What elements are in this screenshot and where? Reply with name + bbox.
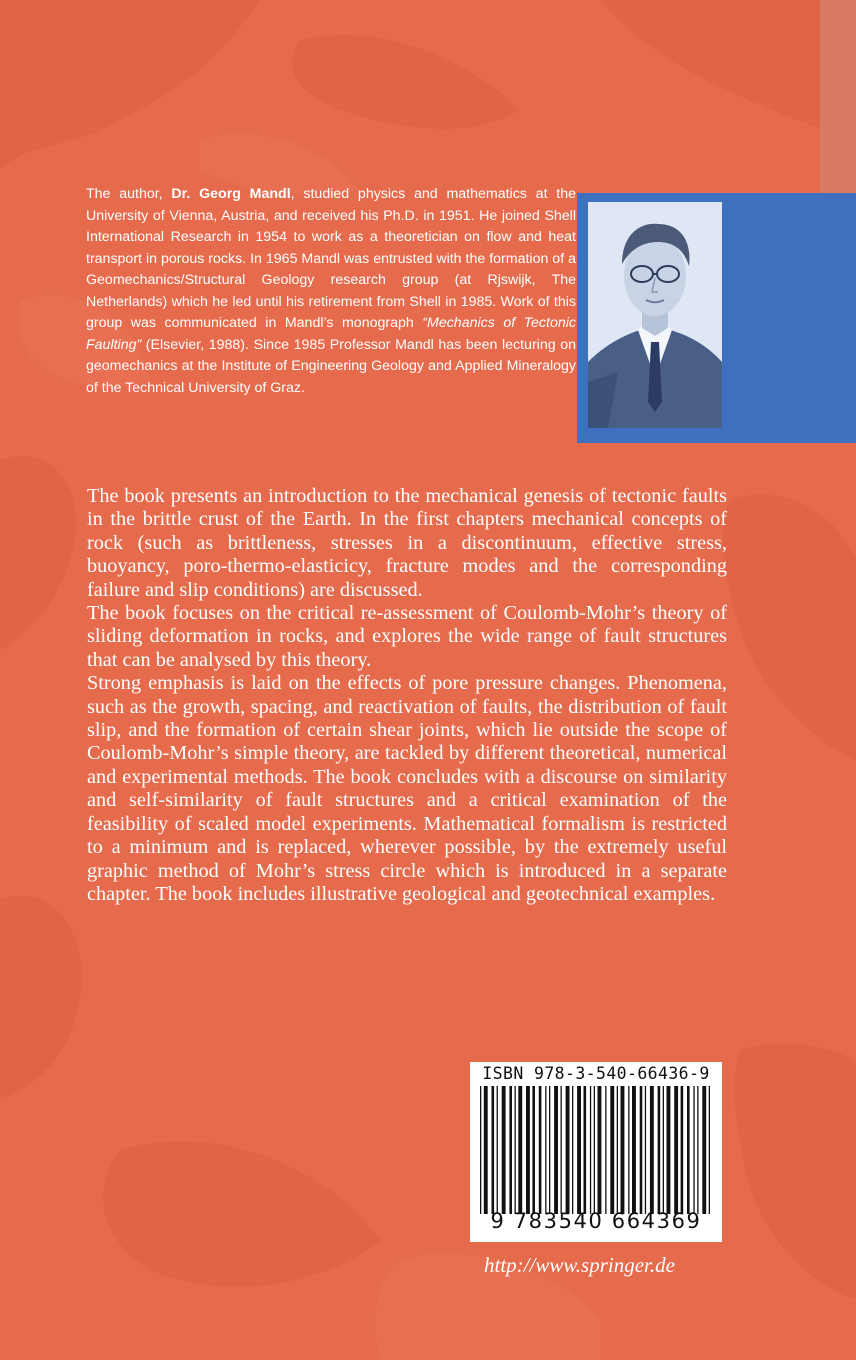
barcode-bar (674, 1086, 678, 1214)
barcode-bar (526, 1086, 530, 1214)
publisher-url[interactable]: http://www.springer.de (484, 1253, 675, 1277)
author-bio-prefix: The author, (86, 186, 172, 202)
barcode-bar (515, 1086, 516, 1214)
barcode-bar (484, 1086, 488, 1214)
barcode-bar (492, 1086, 495, 1214)
author-name: Dr. Georg Mandl (171, 186, 291, 202)
barcode-bar (554, 1086, 558, 1214)
barcode-bar (650, 1086, 654, 1214)
barcode-bar (566, 1086, 570, 1214)
barcode-bar (640, 1086, 643, 1214)
description-paragraph-1: The book presents an introduction to the mechanical genesis of tectonic faults in the brittle crust of the Earth. In the first chapters mechanical concepts of rock (such as brittleness, stresses in a discontinuum, effective stress, buoyancy, poro-thermo-elasticicy, fracture modes and the corresponding failure and slip conditions) are discussed. (87, 485, 727, 601)
author-bio (86, 184, 576, 399)
barcode-bar (518, 1086, 522, 1214)
barcode-bar (590, 1086, 591, 1214)
barcode-bar (645, 1086, 646, 1214)
barcode-bar (709, 1086, 710, 1214)
ean-digits: 9 783540 664369 (490, 1209, 702, 1233)
barcode-bar (681, 1086, 684, 1214)
barcode-bar (693, 1086, 694, 1214)
barcode-bar (539, 1086, 542, 1214)
barcode-bar (584, 1086, 587, 1214)
portrait-image (588, 202, 722, 428)
description-paragraph-2: The book focuses on the critical re-assessment of Coulomb-Mohr’s theory of sliding deformation in rocks, and explores the wide range of fault structures that can be analysed by this theory. (87, 602, 727, 671)
barcode-bar (605, 1086, 606, 1214)
barcode-bar (480, 1086, 481, 1214)
barcode-bar (509, 1086, 512, 1214)
book-description (87, 485, 727, 906)
barcode-bar (502, 1086, 506, 1214)
barcode-bar (594, 1086, 595, 1214)
barcode-bar (497, 1086, 498, 1214)
barcode-bar (628, 1086, 629, 1214)
barcode-bar (549, 1086, 550, 1214)
barcode-bar (561, 1086, 562, 1214)
barcode-bar (572, 1086, 573, 1214)
barcode-bar (545, 1086, 546, 1214)
barcode-bar (667, 1086, 671, 1214)
barcode-bars (480, 1086, 712, 1214)
barcode-bar (598, 1086, 602, 1214)
monograph-title: “Mechanics of Tectonic Faulting” (86, 315, 576, 353)
barcode-bar (687, 1086, 690, 1214)
barcode-bar (532, 1086, 535, 1214)
author-bio-text: , studied physics and mathematics at the University of Vienna, Austria, and received his Ph.D. in 1951. He joined Shell International Research in 1954 to work as a theoretician on flow and heat transport in porous rocks. In 1965 Mandl was entrusted with the formation of a Geomechanics/Structural Geology research group (at Rjswijk, The Netherlands) which he led until his retirement from Shell in 1985. Work of this group was communicated in Mandl’s monograph (86, 186, 577, 331)
author-bio-text-end: (Elsevier, 1988). Since 1985 Professor Mandl has been lecturing on geomechanics at the Institute of Engineering Geology and Applied Mineralogy of the Technical University of Graz. (86, 336, 576, 396)
barcode-bar (702, 1086, 706, 1214)
barcode-bar (577, 1086, 581, 1214)
barcode-bar (697, 1086, 698, 1214)
barcode-bar (621, 1086, 625, 1214)
author-photo (588, 202, 722, 428)
barcode-bar (617, 1086, 618, 1214)
barcode-bar (658, 1086, 661, 1214)
background-sliver (820, 0, 856, 193)
description-paragraph-3: Strong emphasis is laid on the effects of pore pressure changes. Phenomena, such as the growth, spacing, and reactivation of faults, the distribution of fault slip, and the formation of certain shear joints, which lie outside the scope of Coulomb-Mohr’s simple theory, are tackled by different theoretical, numerical and experimental methods. The book concludes with a discourse on similarity and self-similarity of fault structures and a critical examination of the feasibility of scaled model experiments. Mathematical formalism is restricted to a minimum and is replaced, wherever possible, by the extremely useful graphic method of Mohr’s stress circle which is introduced in a separate chapter. The book includes illustrative geological and geotechnical examples. (87, 672, 727, 905)
isbn-label: ISBN 978-3-540-66436-9 (482, 1064, 710, 1083)
barcode-bar (663, 1086, 664, 1214)
barcode-bar (632, 1086, 636, 1214)
barcode-bar (610, 1086, 614, 1214)
barcode-box (470, 1062, 722, 1242)
